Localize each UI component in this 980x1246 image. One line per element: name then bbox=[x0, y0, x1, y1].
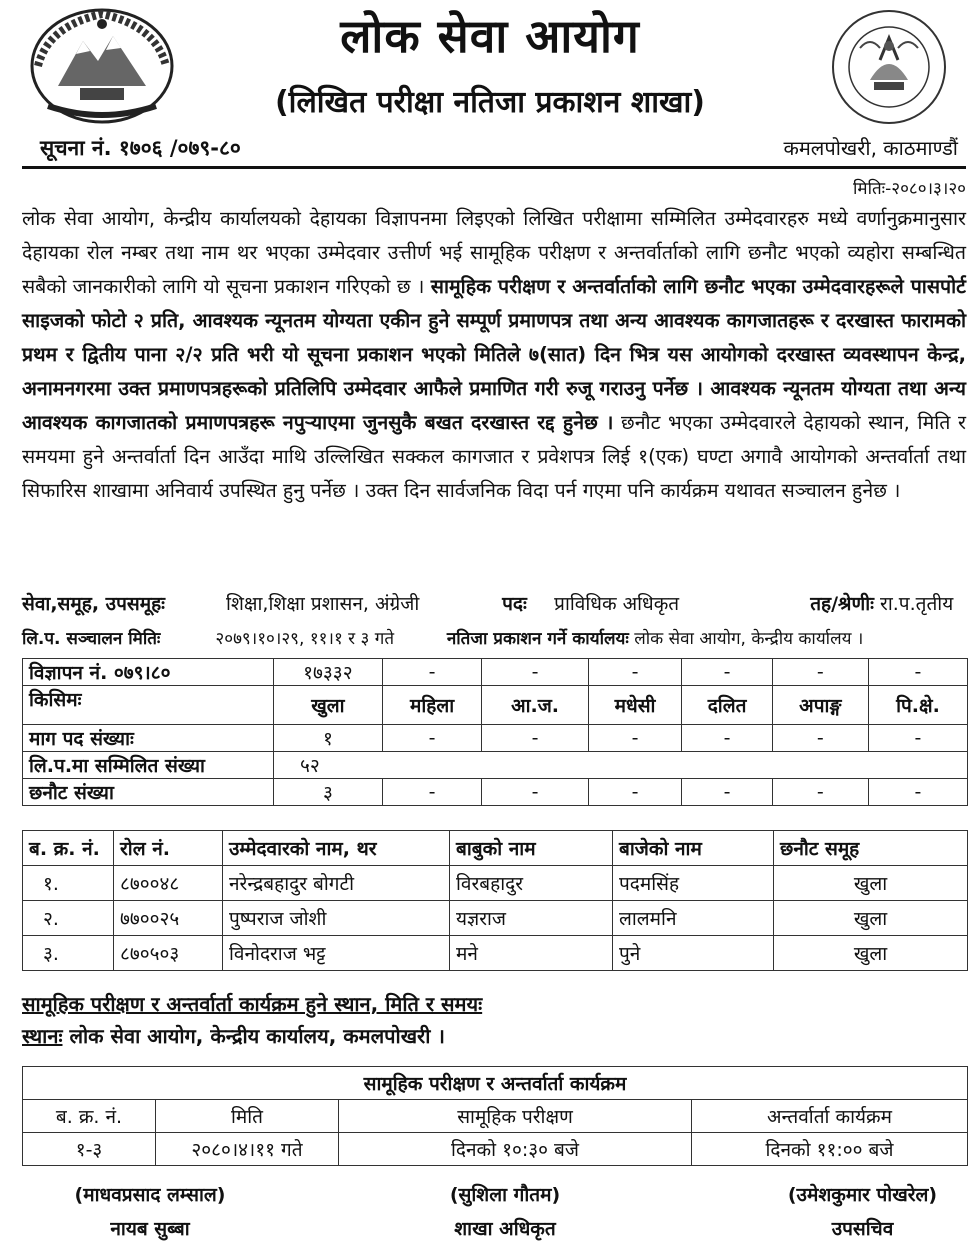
table-cell: दिनको १०:३० बजे bbox=[339, 1133, 692, 1166]
page-title: लोक सेवा आयोग bbox=[340, 9, 640, 63]
exam-date-value: २०७९।१०।२९, ११।१ र ३ गते bbox=[215, 629, 395, 649]
advertisement-table bbox=[22, 658, 968, 806]
column-header: बाजेको नाम bbox=[613, 831, 774, 866]
table-cell: विरबहादुर bbox=[450, 866, 613, 901]
signature-block bbox=[40, 1178, 260, 1246]
venue-value: लोक सेवा आयोग, केन्द्रीय कार्यालय, कमलपोखरी । bbox=[62, 1024, 445, 1048]
signatory-title: नायब सुब्बा bbox=[110, 1218, 190, 1240]
table-row bbox=[23, 936, 968, 971]
table-cell: - bbox=[588, 659, 682, 686]
table-cell: खुला bbox=[774, 936, 968, 971]
table-cell: ३ bbox=[274, 779, 383, 806]
service-info-row bbox=[22, 590, 966, 616]
table-cell: २. bbox=[23, 901, 114, 936]
table-cell: पुष्पराज जोशी bbox=[223, 901, 450, 936]
table-cell: पुने bbox=[613, 936, 774, 971]
kind-label: किसिमः bbox=[23, 686, 274, 725]
table-cell: महिला bbox=[382, 686, 482, 725]
notice-body bbox=[22, 202, 966, 508]
table-cell: - bbox=[382, 659, 482, 686]
column-header: छनौट समूह bbox=[774, 831, 968, 866]
header-divider bbox=[22, 166, 966, 169]
table-row bbox=[23, 686, 968, 725]
table-cell: खुला bbox=[774, 901, 968, 936]
body-interview-note: छनौट भएका उम्मेदवारले देहायको स्थान, मिति र समयमा हुने अन्तर्वार्ता दिन आउँदा माथि उल्लिखित सक्कल कागजात र प्रवेशपत्र लिई १(एक) घण्टा अगावै आयोगको अन्तर्वार्ता तथा सिफारिस शाखामा अनिवार्य उपस्थित हुनु पर्नेछ । उक्त दिन सार्वजनिक विदा पर्न गएमा पनि कार्यक्रम यथावत सञ्चालन हुनेछ । bbox=[22, 411, 967, 502]
signature-block bbox=[750, 1178, 975, 1246]
level-value: रा.प.तृतीय bbox=[880, 593, 954, 615]
table-cell: - bbox=[868, 725, 967, 752]
table-cell: पि.क्षे. bbox=[868, 686, 967, 725]
section-subtitle: (लिखित परीक्षा नतिजा प्रकाशन शाखा) bbox=[274, 85, 706, 120]
table-row bbox=[23, 725, 968, 752]
ad-label: विज्ञापन नं. ०७९।८० bbox=[23, 659, 274, 686]
column-header: उम्मेदवारको नाम, थर bbox=[223, 831, 450, 866]
table-cell: - bbox=[682, 659, 772, 686]
exam-date-label: लि.प. सञ्चालन मितिः bbox=[22, 629, 161, 649]
table-row bbox=[23, 901, 968, 936]
table-cell: - bbox=[482, 779, 588, 806]
table-cell: ८७००४८ bbox=[114, 866, 223, 901]
table-cell: खुला bbox=[774, 866, 968, 901]
body-intro: लोक सेवा आयोग, केन्द्रीय कार्यालयको देहायका विज्ञापनमा लिइएको लिखित परीक्षामा सम्मिलित उम्मेदवारहरु मध्ये वर्णानुक्रमानुसार देहायका रोल नम्बर तथा नाम थर भएका उम्मेदवार उत्तीर्ण भई सामूहिक परीक्षण र अन्तर्वार्ताको लागि छनौट भएको व्यहोरा सम्बन्धित सबैको जानकारीको लागि यो सूचना प्रकाशन गरिएको छ । bbox=[22, 207, 966, 298]
signatory-name: (माधवप्रसाद लम्साल) bbox=[74, 1184, 226, 1206]
table-cell: - bbox=[482, 725, 588, 752]
appeared-label: लि.प.मा सम्मिलित संख्या bbox=[23, 752, 274, 779]
service-label: सेवा,समूह, उपसमूहः bbox=[22, 593, 166, 615]
signatory-name: (उमेशकुमार पोखरेल) bbox=[787, 1184, 938, 1206]
table-cell: ५२ bbox=[274, 752, 968, 779]
table-cell: २०८०।४।११ गते bbox=[156, 1133, 339, 1166]
table-cell: ३. bbox=[23, 936, 114, 971]
schedule-table bbox=[22, 1066, 968, 1166]
table-row bbox=[23, 659, 968, 686]
table-cell: - bbox=[868, 779, 967, 806]
table-cell: अपाङ्ग bbox=[772, 686, 868, 725]
table-cell: - bbox=[382, 779, 482, 806]
table-cell: पदमसिंह bbox=[613, 866, 774, 901]
table-cell: दलित bbox=[682, 686, 772, 725]
demand-label: माग पद संख्याः bbox=[23, 725, 274, 752]
table-cell: विनोदराज भट्ट bbox=[223, 936, 450, 971]
table-row bbox=[23, 866, 968, 901]
table-cell: ७७००२५ bbox=[114, 901, 223, 936]
body-instructions: सामूहिक परीक्षण र अन्तर्वार्ताको लागि छनौट भएका उम्मेदवारहरूले पासपोर्ट साइजको फोटो २ प्रति, आवश्यक न्यूनतम योग्यता एकीन हुने सम्पूर्ण प्रमाणपत्र तथा अन्य आवश्यक कागजातहरू र दरखास्त फारामको प्रथम र द्वितीय पाना २/२ प्रति भरी यो सूचना प्रकाशन भएको मितिले ७(सात) दिन भित्र यस आयोगको दरखास्त व्यवस्थापन केन्द्र, अनामनगरमा उक्त प्रमाणपत्रहरूको प्रतिलिपि उम्मेदवार आफैले प्रमाणित गरी रुजू गराउनु पर्नेछ । आवश्यक न्यूनतम योग्यता तथा अन्य आवश्यक कागजातको प्रमाणपत्रहरू नपुऱ्याएमा जुनसुकै बखत दरखास्त रद्द हुनेछ । bbox=[22, 275, 966, 434]
column-header: ब. क्र. नं. bbox=[23, 831, 114, 866]
exam-info-row bbox=[22, 626, 966, 649]
column-header: ब. क्र. नं. bbox=[23, 1100, 156, 1133]
candidates-table bbox=[22, 830, 968, 971]
table-cell: १-३ bbox=[23, 1133, 156, 1166]
column-header: सामूहिक परीक्षण bbox=[339, 1100, 692, 1133]
table-row bbox=[23, 752, 968, 779]
table-cell: - bbox=[382, 725, 482, 752]
signatory-title: उपसचिव bbox=[831, 1218, 894, 1240]
office-label: नतिजा प्रकाशन गर्ने कार्यालयः bbox=[446, 629, 629, 649]
notice-date: मितिः-२०८०।३।२० bbox=[853, 179, 966, 199]
table-row bbox=[23, 1133, 968, 1166]
post-label: पदः bbox=[502, 593, 527, 615]
table-header-row bbox=[23, 831, 968, 866]
table-cell: - bbox=[588, 779, 682, 806]
table-header-row bbox=[23, 1100, 968, 1133]
column-header: रोल नं. bbox=[114, 831, 223, 866]
table-cell: ८७०५०३ bbox=[114, 936, 223, 971]
notice-number: सूचना नं. १७०६ /०७९-८० bbox=[40, 136, 241, 160]
table-cell: १. bbox=[23, 866, 114, 901]
signatory-title: शाखा अधिकृत bbox=[454, 1218, 556, 1240]
signatory-name: (सुशिला गौतम) bbox=[449, 1184, 561, 1206]
table-cell: १ bbox=[274, 725, 383, 752]
table-cell: - bbox=[772, 779, 868, 806]
level-label: तह/श्रेणीः bbox=[810, 593, 874, 615]
schedule-heading: सामूहिक परीक्षण र अन्तर्वार्ता कार्यक्रम हुने स्थान, मिति र समयः bbox=[22, 992, 483, 1016]
table-cell: - bbox=[868, 659, 967, 686]
service-value: शिक्षा,शिक्षा प्रशासन, अंग्रेजी bbox=[226, 593, 420, 615]
table-cell: - bbox=[482, 659, 588, 686]
table-cell: - bbox=[772, 725, 868, 752]
column-header: बाबुको नाम bbox=[450, 831, 613, 866]
venue-line bbox=[22, 1022, 445, 1049]
table-cell: नरेन्द्रबहादुर बोगटी bbox=[223, 866, 450, 901]
signature-block bbox=[390, 1178, 620, 1246]
table-cell: - bbox=[588, 725, 682, 752]
office-value: लोक सेवा आयोग, केन्द्रीय कार्यालय । bbox=[634, 629, 864, 649]
table-caption-row bbox=[23, 1067, 968, 1100]
schedule-table-caption: सामूहिक परीक्षण र अन्तर्वार्ता कार्यक्रम bbox=[23, 1067, 968, 1100]
table-cell: खुला bbox=[274, 686, 383, 725]
venue-label: स्थानः bbox=[22, 1024, 63, 1048]
post-value: प्राविधिक अधिकृत bbox=[554, 593, 680, 615]
column-header: अन्तर्वार्ता कार्यक्रम bbox=[692, 1100, 968, 1133]
table-cell: दिनको ११:०० बजे bbox=[692, 1133, 968, 1166]
table-cell: आ.ज. bbox=[482, 686, 588, 725]
table-cell: - bbox=[772, 659, 868, 686]
column-header: मिति bbox=[156, 1100, 339, 1133]
table-row bbox=[23, 779, 968, 806]
table-cell: मधेसी bbox=[588, 686, 682, 725]
selected-label: छनौट संख्या bbox=[23, 779, 274, 806]
table-cell: मने bbox=[450, 936, 613, 971]
table-cell: - bbox=[682, 725, 772, 752]
table-cell: - bbox=[682, 779, 772, 806]
office-location: कमलपोखरी, काठमाण्डौं bbox=[783, 136, 958, 160]
table-cell: १७३३२ bbox=[274, 659, 383, 686]
table-cell: लालमनि bbox=[613, 901, 774, 936]
table-cell: यज्ञराज bbox=[450, 901, 613, 936]
